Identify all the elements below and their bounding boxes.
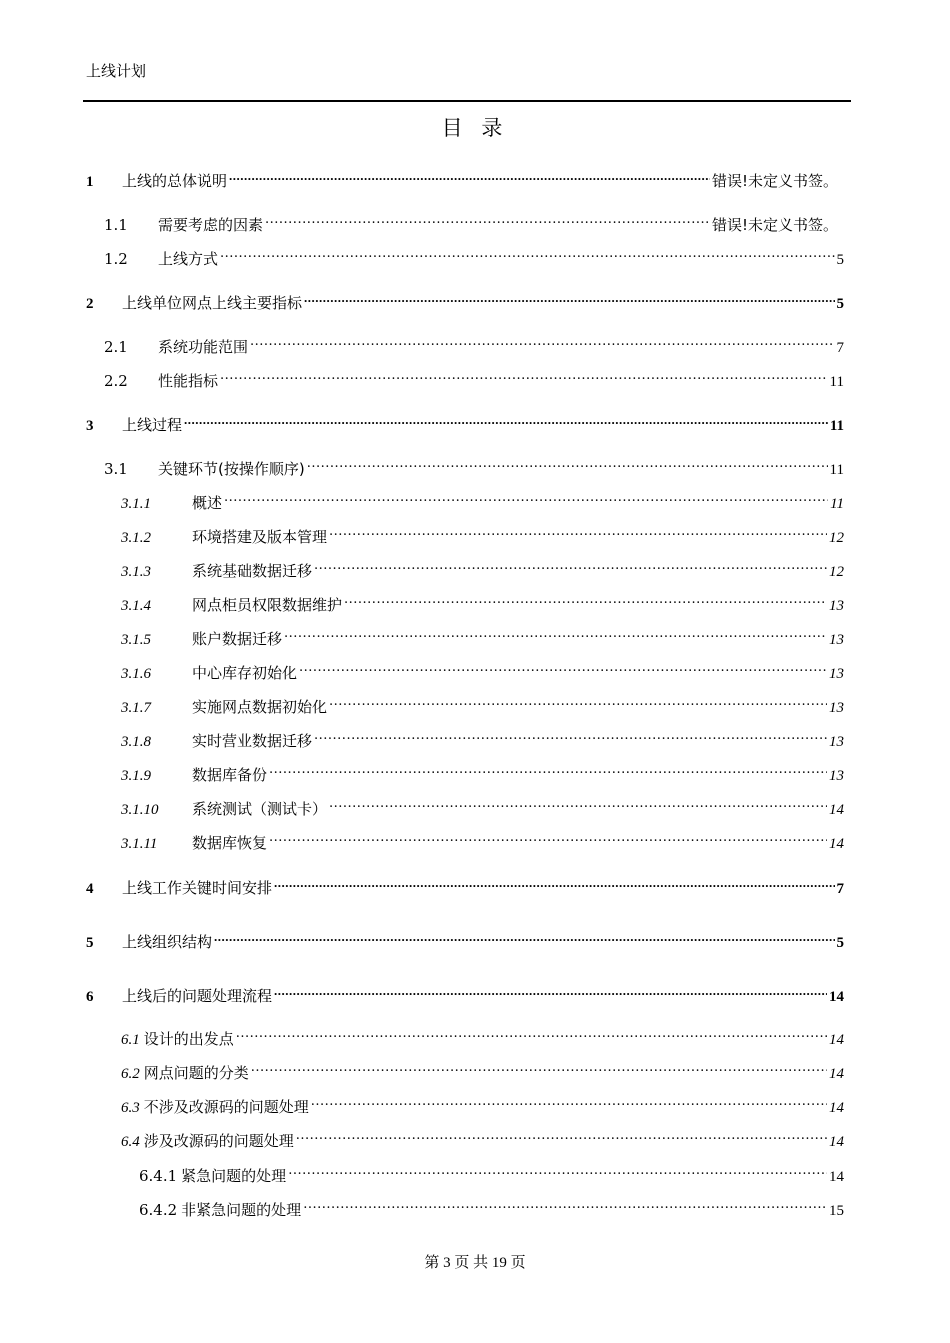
toc-entry-number: 6.4.1	[139, 1167, 178, 1185]
toc-entry-title: 上线方式	[158, 250, 219, 268]
toc-entry[interactable]	[121, 1022, 844, 1048]
toc-entry-number: 6.4.2	[139, 1201, 178, 1219]
toc-leader-dots	[265, 208, 710, 230]
toc-entry-page: 14	[829, 1100, 844, 1116]
toc-entry-page: 错误!未定义书签。	[711, 216, 838, 234]
toc-leader-dots	[251, 1056, 827, 1078]
toc-entry-title: 紧急问题的处理	[181, 1167, 287, 1185]
toc-leader-dots	[184, 408, 828, 430]
toc-leader-dots	[236, 1022, 827, 1044]
toc-entry-number: 1.2	[104, 250, 128, 268]
toc-entry-page: 14	[829, 989, 844, 1005]
toc-leader-dots	[269, 826, 827, 848]
toc-entry-number: 4	[86, 881, 94, 897]
page-footer: 第 3 页 共 19 页	[424, 1255, 526, 1271]
toc-entry-title: 性能指标	[158, 372, 219, 390]
toc-entry-title: 系统功能范围	[158, 338, 249, 356]
toc-entry-title: 实时营业数据迁移	[192, 732, 313, 750]
toc-entry-number: 3.1.8	[121, 734, 151, 750]
toc-entry-page: 14	[829, 1032, 844, 1048]
toc-entry-number: 3.1.11	[121, 836, 158, 852]
toc-leader-dots	[269, 758, 827, 780]
toc-entry-title: 非紧急问题的处理	[181, 1201, 302, 1219]
toc-entry-title: 数据库备份	[192, 766, 268, 784]
toc-leader-dots	[299, 656, 827, 678]
toc-leader-dots	[296, 1124, 827, 1146]
toc-entry-number: 6.3	[121, 1100, 140, 1116]
toc-entry-number: 6.2	[121, 1066, 140, 1082]
toc-entry-page: 13	[829, 734, 844, 750]
toc-entry-title: 实施网点数据初始化	[192, 698, 328, 716]
toc-entry[interactable]	[139, 1159, 844, 1185]
toc-entry[interactable]	[104, 208, 838, 234]
toc-entry[interactable]	[104, 242, 844, 268]
toc-entry-title: 设计的出发点	[143, 1030, 234, 1048]
toc-leader-dots	[329, 520, 827, 542]
toc-entry-number: 6	[86, 989, 94, 1005]
toc-entry-page: 14	[829, 1134, 844, 1150]
toc-entry-page: 15	[829, 1203, 844, 1219]
toc-entry[interactable]	[86, 979, 844, 1005]
toc-entry-title: 上线组织结构	[122, 933, 213, 951]
toc-entry-number: 5	[86, 935, 94, 951]
toc-leader-dots	[274, 979, 827, 1001]
toc-entry-title: 不涉及改源码的问题处理	[143, 1098, 309, 1116]
toc-entry-page: 5	[836, 935, 844, 951]
toc-entry[interactable]	[121, 622, 844, 648]
toc-entry[interactable]	[121, 486, 844, 512]
toc-entry-title: 中心库存初始化	[192, 664, 298, 682]
toc-entry-title: 上线的总体说明	[122, 172, 228, 190]
toc-entry[interactable]	[86, 286, 844, 312]
toc-leader-dots	[274, 871, 834, 893]
toc-entry[interactable]	[121, 1090, 844, 1116]
toc-entry-page: 11	[829, 418, 844, 434]
toc-entry-number: 2.1	[104, 338, 128, 356]
toc-leader-dots	[250, 330, 834, 352]
toc-entry[interactable]	[139, 1193, 844, 1219]
toc-entry[interactable]	[121, 758, 844, 784]
toc-entry[interactable]	[104, 364, 844, 390]
toc-entry-number: 3.1.10	[121, 802, 159, 818]
toc-entry-number: 3.1.6	[121, 666, 151, 682]
toc-entry-page: 14	[829, 1066, 844, 1082]
toc-entry-title: 涉及改源码的问题处理	[143, 1132, 294, 1150]
toc-entry-title: 系统测试（测试卡）	[192, 800, 328, 818]
toc-entry[interactable]	[104, 330, 844, 356]
toc-entry-page: 错误!未定义书签。	[711, 172, 838, 190]
toc-entry-title: 上线工作关键时间安排	[122, 879, 273, 897]
toc-entry-title: 需要考虑的因素	[158, 216, 264, 234]
toc-leader-dots	[229, 164, 710, 186]
toc-entry-title: 网点柜员权限数据维护	[192, 596, 343, 614]
header-title: 上线计划	[86, 62, 147, 80]
toc-entry[interactable]	[104, 452, 844, 478]
toc-entry-page: 12	[829, 530, 844, 546]
toc-entry-title: 环境搭建及版本管理	[192, 528, 328, 546]
toc-entry[interactable]	[86, 408, 844, 434]
toc-leader-dots	[220, 242, 834, 264]
toc-entry-page: 5	[836, 296, 844, 312]
toc-entry-number: 1.1	[104, 216, 128, 234]
toc-entry[interactable]	[121, 826, 844, 852]
toc-entry-title: 账户数据迁移	[192, 630, 283, 648]
toc-entry-page: 7	[836, 881, 844, 897]
toc-entry-number: 6.4	[121, 1134, 140, 1150]
toc-entry-page: 14	[829, 836, 844, 852]
toc-entry-page: 12	[829, 564, 844, 580]
toc-entry-title: 系统基础数据迁移	[192, 562, 313, 580]
toc-entry-page: 13	[829, 666, 844, 682]
toc-entry-page: 11	[830, 496, 844, 512]
toc-entry-page: 11	[829, 374, 844, 390]
toc-entry-page: 14	[829, 1169, 844, 1185]
toc-entry[interactable]	[121, 792, 844, 818]
toc-title: 目 录	[441, 116, 509, 140]
toc-entry-number: 3.1.4	[121, 598, 151, 614]
toc-entry-number: 2.2	[104, 372, 128, 390]
toc-entry-page: 11	[829, 462, 844, 478]
toc-entry-number: 3.1	[104, 460, 128, 478]
toc-entry[interactable]	[121, 554, 844, 580]
toc-leader-dots	[311, 1090, 827, 1112]
toc-leader-dots	[329, 792, 827, 814]
toc-entry-number: 3.1.5	[121, 632, 151, 648]
toc-leader-dots	[314, 724, 827, 746]
toc-entry-number: 1	[86, 174, 94, 190]
toc-entry-number: 3.1.2	[121, 530, 151, 546]
toc-leader-dots	[303, 1193, 827, 1215]
toc-leader-dots	[284, 622, 827, 644]
toc-entry-number: 3	[86, 418, 94, 434]
toc-entry-page: 7	[836, 340, 844, 356]
toc-entry-page: 14	[829, 802, 844, 818]
toc-entry-number: 6.1	[121, 1032, 140, 1048]
toc-entry-title: 上线单位网点上线主要指标	[122, 294, 303, 312]
toc-leader-dots	[220, 364, 828, 386]
toc-entry-page: 13	[829, 598, 844, 614]
toc-entry[interactable]	[86, 871, 844, 897]
toc-entry-title: 关键环节(按操作顺序)	[158, 460, 305, 478]
toc-entry-page: 13	[829, 632, 844, 648]
toc-entry-title: 上线过程	[122, 416, 183, 434]
toc-leader-dots	[344, 588, 827, 610]
toc-leader-dots	[329, 690, 827, 712]
toc-entry[interactable]	[86, 164, 838, 190]
toc-entry[interactable]	[121, 724, 844, 750]
toc-entry-page: 5	[836, 252, 844, 268]
toc-leader-dots	[224, 486, 828, 508]
toc-leader-dots	[214, 925, 834, 947]
toc-entry-number: 3.1.1	[121, 496, 151, 512]
toc-entry-number: 3.1.3	[121, 564, 151, 580]
toc-entry-page: 13	[829, 768, 844, 784]
toc-entry[interactable]	[121, 656, 844, 682]
toc-leader-dots	[314, 554, 827, 576]
toc-entry-title: 数据库恢复	[192, 834, 268, 852]
toc-entry[interactable]	[121, 690, 844, 716]
toc-entry-number: 3.1.9	[121, 768, 151, 784]
toc-entry[interactable]	[121, 588, 844, 614]
toc-entry[interactable]	[121, 1124, 844, 1150]
toc-leader-dots	[304, 286, 834, 308]
toc-entry[interactable]	[121, 1056, 844, 1082]
toc-entry-title: 上线后的问题处理流程	[122, 987, 273, 1005]
toc-leader-dots	[307, 452, 828, 474]
toc-entry-title: 概述	[192, 494, 223, 512]
toc-entry[interactable]	[121, 520, 844, 546]
toc-leader-dots	[288, 1159, 827, 1181]
toc-entry[interactable]	[86, 925, 844, 951]
toc-entry-number: 2	[86, 296, 94, 312]
toc-entry-title: 网点问题的分类	[143, 1064, 249, 1082]
toc-entry-page: 13	[829, 700, 844, 716]
toc-entry-number: 3.1.7	[121, 700, 151, 716]
